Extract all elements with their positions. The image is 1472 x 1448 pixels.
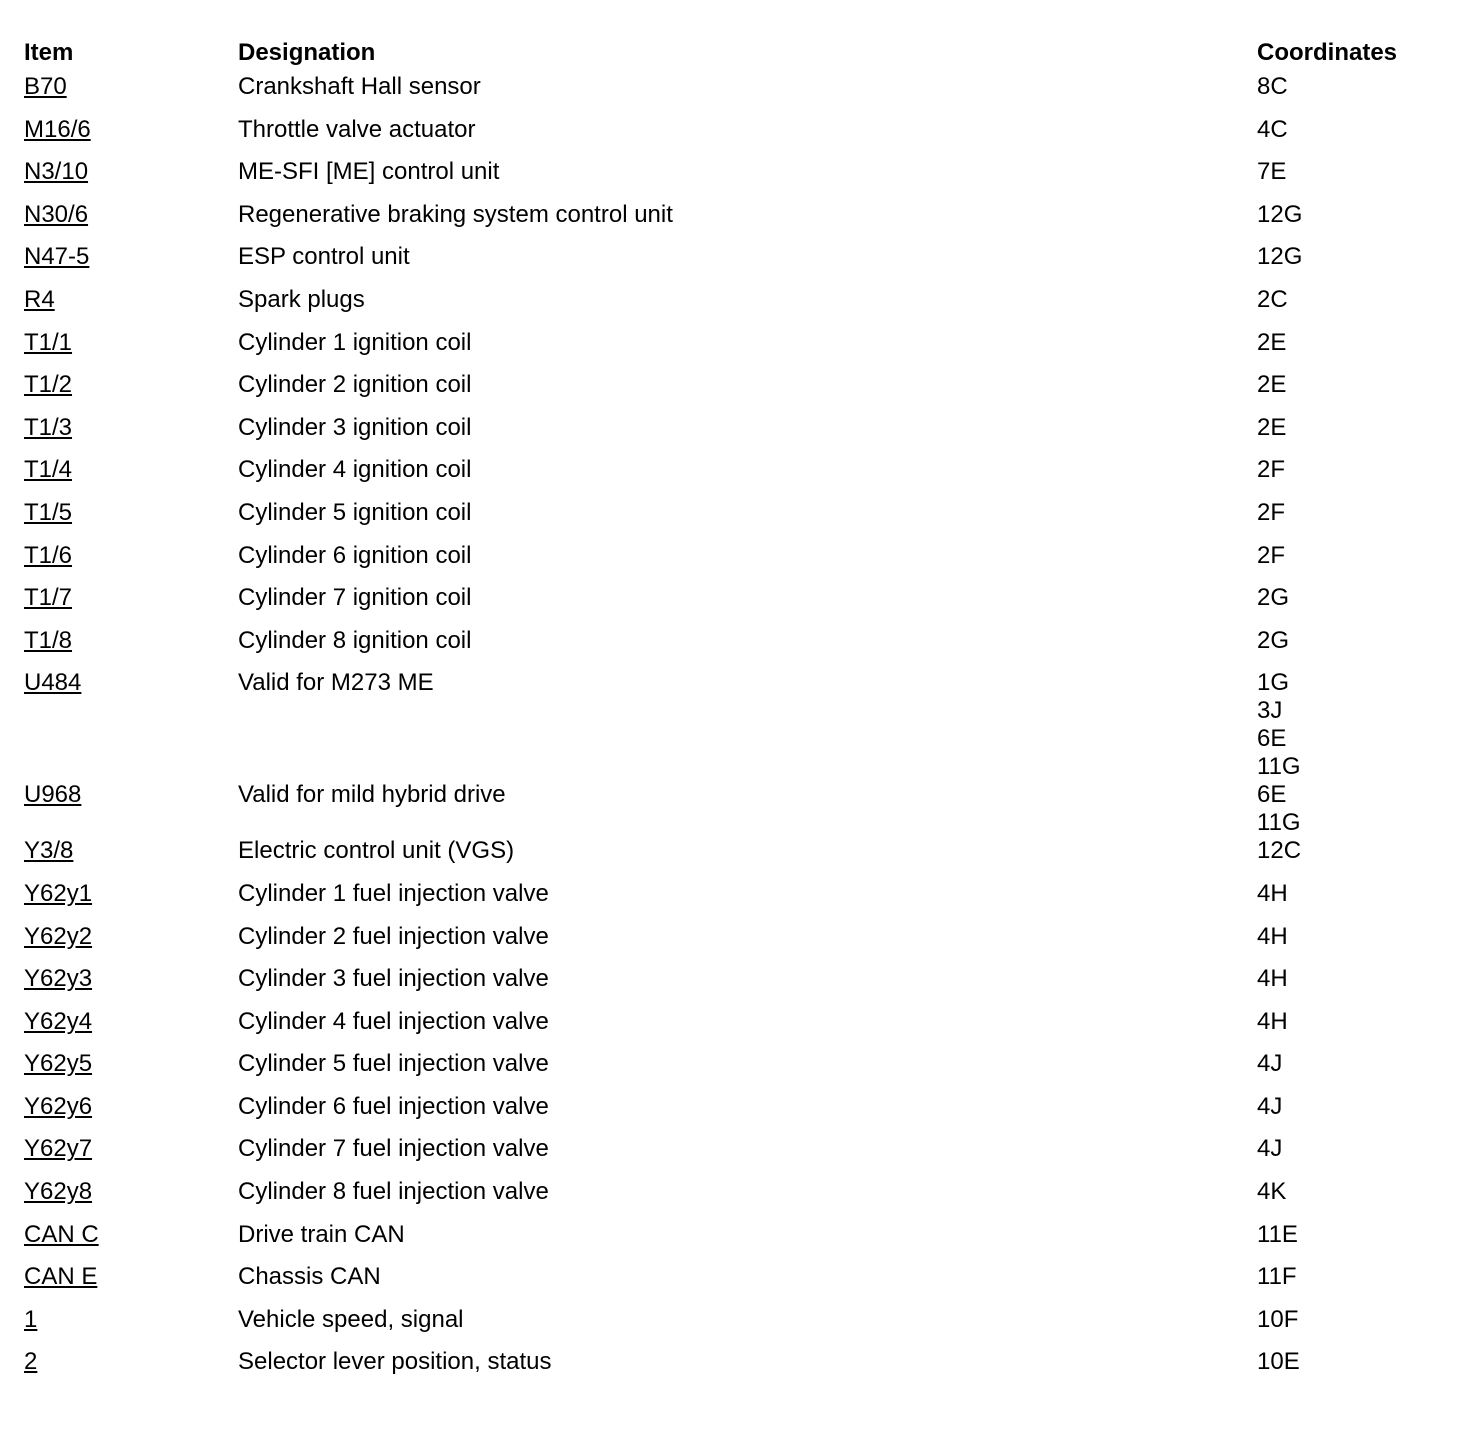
coordinate-value: 4J [1257, 1135, 1283, 1163]
designation-cell: Chassis CAN [238, 1263, 381, 1291]
coordinates-cell [1257, 880, 1447, 923]
coordinate-value: 2E [1257, 413, 1287, 441]
coordinates-cell [1257, 965, 1447, 1008]
designation-cell: ESP control unit [238, 243, 410, 271]
coordinates-cell [1257, 781, 1447, 837]
designation-cell: Cylinder 4 ignition coil [238, 456, 472, 484]
item-cell [24, 1008, 238, 1051]
designation-cell: Cylinder 7 ignition coil [238, 584, 472, 612]
coordinate-value: 3J [1257, 697, 1283, 725]
designation-cell: Cylinder 8 ignition coil [238, 626, 472, 654]
item-cell [24, 880, 238, 923]
coordinate-value: 10E [1257, 1348, 1300, 1376]
item-cell [24, 1135, 238, 1178]
coordinate-value: 7E [1257, 158, 1287, 186]
table-row [24, 201, 1447, 244]
item-link[interactable]: T1/7 [24, 584, 73, 612]
designation-cell: Cylinder 6 ignition coil [238, 541, 472, 569]
coordinate-value: 4J [1257, 1092, 1283, 1120]
item-link[interactable]: T1/1 [24, 328, 73, 356]
item-cell [24, 669, 238, 781]
item-cell [24, 201, 238, 244]
designation-cell: Selector lever position, status [238, 1348, 552, 1376]
coordinate-value: 11F [1257, 1263, 1297, 1291]
item-link[interactable]: N30/6 [24, 200, 89, 228]
item-cell [24, 456, 238, 499]
item-link[interactable]: 1 [24, 1305, 38, 1333]
item-cell [24, 1306, 238, 1349]
coordinate-value: 12C [1257, 837, 1302, 865]
designation-cell: Cylinder 7 fuel injection valve [238, 1135, 549, 1163]
item-cell [24, 499, 238, 542]
item-cell [24, 414, 238, 457]
item-cell [24, 243, 238, 286]
designation-cell: ME-SFI [ME] control unit [238, 158, 500, 186]
designation-cell: Spark plugs [238, 285, 365, 313]
coordinate-value: 4H [1257, 922, 1288, 950]
coordinates-cell [1257, 584, 1447, 627]
item-cell [24, 116, 238, 159]
coordinates-cell [1257, 627, 1447, 670]
designation-cell: Cylinder 2 ignition coil [238, 371, 472, 399]
item-link[interactable]: B70 [24, 73, 67, 100]
coordinate-value: 2F [1257, 541, 1286, 569]
designation-cell: Regenerative braking system control unit [238, 200, 673, 228]
coordinate-value: 12G [1257, 243, 1303, 271]
coordinates-cell [1257, 1306, 1447, 1349]
table-row [24, 1008, 1447, 1051]
designation-cell: Throttle valve actuator [238, 115, 476, 143]
coordinate-value: 4H [1257, 1007, 1288, 1035]
item-link[interactable]: M16/6 [24, 115, 91, 143]
coordinate-value: 12G [1257, 200, 1303, 228]
item-link[interactable]: Y62y6 [24, 1092, 93, 1120]
table-row [24, 414, 1447, 457]
item-link[interactable]: T1/2 [24, 371, 73, 399]
item-cell [24, 965, 238, 1008]
coordinate-value: 4C [1257, 115, 1288, 143]
coordinates-cell [1257, 669, 1447, 781]
item-link[interactable]: Y62y4 [24, 1007, 93, 1035]
coordinate-value: 6E [1257, 781, 1287, 809]
item-cell [24, 542, 238, 585]
legend-table [24, 33, 1447, 1391]
coordinate-value: 4H [1257, 965, 1288, 993]
coordinates-cell [1257, 1135, 1447, 1178]
designation-cell: Cylinder 3 fuel injection valve [238, 965, 549, 993]
item-link[interactable]: 2 [24, 1348, 38, 1376]
coordinates-cell [1257, 1178, 1447, 1221]
coordinates-cell [1257, 499, 1447, 542]
table-row [24, 923, 1447, 966]
table-row [24, 371, 1447, 414]
coordinates-cell [1257, 1093, 1447, 1136]
table-row [24, 1135, 1447, 1178]
coordinates-cell [1257, 1008, 1447, 1051]
table-row [24, 880, 1447, 923]
item-cell [24, 286, 238, 329]
item-link[interactable]: T1/4 [24, 456, 73, 484]
designation-cell: Cylinder 3 ignition coil [238, 413, 472, 441]
table-row [24, 73, 1447, 116]
item-cell [24, 627, 238, 670]
item-cell [24, 837, 238, 880]
item-link[interactable]: CAN C [24, 1220, 99, 1248]
table-row [24, 329, 1447, 372]
designation-cell: Cylinder 4 fuel injection valve [238, 1007, 549, 1035]
table-row [24, 286, 1447, 329]
item-cell [24, 371, 238, 414]
item-cell [24, 923, 238, 966]
coordinates-cell [1257, 286, 1447, 329]
coordinates-cell [1257, 1263, 1447, 1306]
item-cell [24, 1178, 238, 1221]
designation-cell: Cylinder 5 ignition coil [238, 498, 472, 526]
coordinate-value: 2G [1257, 584, 1290, 612]
legend-body [24, 73, 1447, 1391]
coordinates-cell [1257, 243, 1447, 286]
designation-cell: Valid for mild hybrid drive [238, 781, 506, 809]
header-designation: Designation [238, 39, 376, 66]
item-link[interactable]: N3/10 [24, 158, 89, 186]
designation-cell: Vehicle speed, signal [238, 1305, 464, 1333]
item-link[interactable]: Y62y8 [24, 1178, 93, 1206]
coordinates-cell [1257, 923, 1447, 966]
item-link[interactable]: Y62y5 [24, 1050, 93, 1078]
table-row [24, 627, 1447, 670]
designation-cell: Drive train CAN [238, 1220, 405, 1248]
coordinate-value: 11G [1257, 753, 1301, 781]
coordinates-cell [1257, 1221, 1447, 1264]
coordinates-cell [1257, 1348, 1447, 1391]
coordinates-cell [1257, 371, 1447, 414]
table-row [24, 499, 1447, 542]
coordinate-value: 4K [1257, 1178, 1287, 1206]
coordinates-cell [1257, 456, 1447, 499]
designation-cell: Cylinder 1 fuel injection valve [238, 879, 549, 907]
table-row [24, 116, 1447, 159]
coordinate-value: 6E [1257, 725, 1287, 753]
coordinates-cell [1257, 116, 1447, 159]
item-link[interactable]: Y62y3 [24, 965, 93, 993]
item-cell [24, 584, 238, 627]
item-link[interactable]: Y62y7 [24, 1135, 93, 1163]
table-row [24, 456, 1447, 499]
coordinate-value: 11G [1257, 809, 1301, 837]
table-row [24, 669, 1447, 781]
item-link[interactable]: T1/6 [24, 541, 73, 569]
item-link[interactable]: N47-5 [24, 243, 90, 271]
coordinate-value: 10F [1257, 1305, 1299, 1333]
table-row [24, 243, 1447, 286]
item-link[interactable]: T1/5 [24, 498, 73, 526]
table-row [24, 1306, 1447, 1349]
coordinates-cell [1257, 414, 1447, 457]
designation-cell: Cylinder 8 fuel injection valve [238, 1178, 549, 1206]
item-cell [24, 1348, 238, 1391]
item-cell [24, 158, 238, 201]
item-cell [24, 73, 238, 116]
coordinate-value: 2E [1257, 371, 1287, 399]
designation-cell: Cylinder 2 fuel injection valve [238, 922, 549, 950]
coordinate-value: 8C [1257, 73, 1288, 100]
designation-cell: Cylinder 6 fuel injection valve [238, 1092, 549, 1120]
table-row [24, 1221, 1447, 1264]
item-cell [24, 1050, 238, 1093]
item-link[interactable]: Y62y2 [24, 922, 93, 950]
header-item: Item [24, 39, 74, 66]
coordinate-value: 2E [1257, 328, 1287, 356]
coordinate-value: 2F [1257, 498, 1286, 526]
coordinate-value: 11E [1257, 1220, 1298, 1248]
table-row [24, 965, 1447, 1008]
coordinates-cell [1257, 837, 1447, 880]
designation-cell: Cylinder 5 fuel injection valve [238, 1050, 549, 1078]
item-cell [24, 1093, 238, 1136]
item-link[interactable]: Y3/8 [24, 837, 74, 865]
coordinate-value: 4J [1257, 1050, 1283, 1078]
item-link[interactable]: U968 [24, 781, 82, 809]
coordinates-cell [1257, 542, 1447, 585]
table-row [24, 1348, 1447, 1391]
header-row [24, 33, 1447, 73]
table-row [24, 158, 1447, 201]
coordinates-cell [1257, 158, 1447, 201]
item-cell [24, 1221, 238, 1264]
designation-cell: Electric control unit (VGS) [238, 837, 515, 865]
item-link[interactable]: T1/8 [24, 626, 73, 654]
coordinates-cell [1257, 1050, 1447, 1093]
coordinate-value: 1G [1257, 669, 1290, 697]
item-cell [24, 329, 238, 372]
coordinates-cell [1257, 73, 1447, 116]
table-row [24, 1050, 1447, 1093]
item-link[interactable]: Y62y1 [24, 879, 93, 907]
designation-cell: Cylinder 1 ignition coil [238, 328, 472, 356]
item-link[interactable]: T1/3 [24, 413, 73, 441]
item-cell [24, 781, 238, 837]
table-row [24, 781, 1447, 837]
item-link[interactable]: R4 [24, 285, 55, 313]
coordinate-value: 2G [1257, 626, 1290, 654]
item-link[interactable]: CAN E [24, 1263, 98, 1291]
designation-cell: Valid for M273 ME [238, 669, 434, 697]
coordinate-value: 2F [1257, 456, 1286, 484]
table-row [24, 1093, 1447, 1136]
item-link[interactable]: U484 [24, 669, 82, 697]
coordinates-cell [1257, 201, 1447, 244]
table-row [24, 542, 1447, 585]
header-coordinates: Coordinates [1257, 39, 1398, 66]
table-row [24, 584, 1447, 627]
table-row [24, 1178, 1447, 1221]
item-cell [24, 1263, 238, 1306]
table-row [24, 1263, 1447, 1306]
designation-cell: Crankshaft Hall sensor [238, 73, 481, 100]
table-row [24, 837, 1447, 880]
coordinate-value: 4H [1257, 879, 1288, 907]
coordinate-value: 2C [1257, 285, 1288, 313]
coordinates-cell [1257, 329, 1447, 372]
